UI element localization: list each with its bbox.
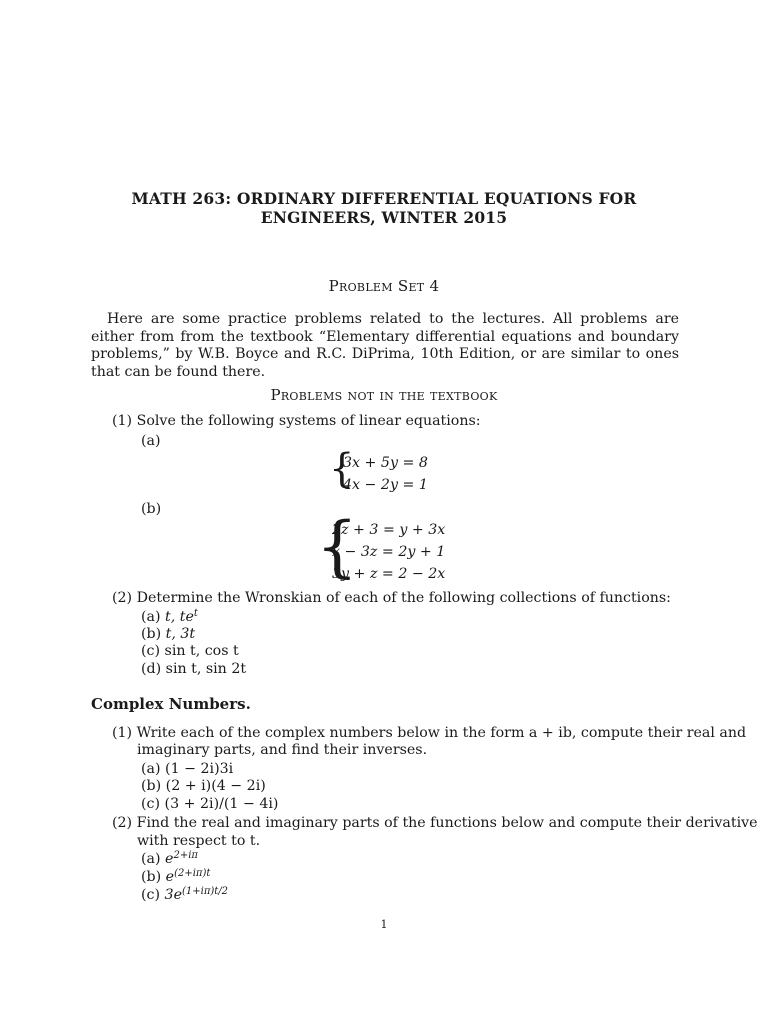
complex-2-text-line-1: Find the real and imaginary parts of the functions below and compute their derivative (136, 815, 758, 831)
problem-2c-label: (c) (141, 643, 161, 659)
complex-2-header (112, 815, 758, 832)
complex-1a-expr: (1 − 2i)3i (165, 761, 234, 777)
complex-1b-label: (b) (141, 778, 162, 794)
complex-1b (141, 778, 266, 795)
problem-2a-exponent: t (193, 608, 198, 619)
problem-1-header (112, 413, 481, 430)
complex-2-number: (2) (112, 815, 133, 831)
complex-2c-label: (c) (141, 887, 161, 903)
complex-1b-expr: (2 + i)(4 − 2i) (165, 778, 266, 794)
brace-system-a: { (329, 446, 355, 492)
problem-2c (141, 643, 239, 660)
complex-1a (141, 761, 233, 778)
complex-2c (141, 887, 228, 904)
problem-1a-label: (a) (141, 433, 161, 449)
system-b-eq-1: 2z + 3 = y + 3x (332, 522, 446, 538)
problem-2a-label: (a) (141, 609, 161, 625)
complex-2b-label: (b) (141, 869, 162, 885)
complex-2a-base: e (165, 851, 174, 867)
system-b-eq-3: 3y + z = 2 − 2x (332, 566, 446, 582)
system-a-eq-2: 4x − 2y = 1 (343, 477, 428, 493)
complex-2a-exponent: 2+iπ (173, 850, 198, 861)
complex-2a-label: (a) (141, 851, 161, 867)
problem-2b-expr: t, 3t (165, 626, 196, 642)
problem-set-subtitle: Problem Set 4 (328, 277, 440, 295)
title-line-1: MATH 263: ORDINARY DIFFERENTIAL EQUATIONS FOR (131, 189, 637, 208)
complex-2b-exponent: (2+iπ)t (174, 868, 211, 879)
problem-1-number: (1) (112, 413, 133, 429)
complex-1c-expr: (3 + 2i)/(1 − 4i) (164, 796, 279, 812)
complex-1-number: (1) (112, 725, 133, 741)
section-heading-complex-numbers: Complex Numbers. (91, 695, 251, 713)
complex-2b (141, 869, 210, 886)
problem-2-text: Determine the Wronskian of each of the following collections of functions: (136, 590, 671, 606)
complex-2c-base: 3e (164, 887, 182, 903)
problem-2-number: (2) (112, 590, 133, 606)
problem-2b-label: (b) (141, 626, 162, 642)
problem-2c-expr: sin t, cos t (164, 643, 239, 659)
problem-1b-label: (b) (141, 501, 162, 517)
problem-2b (141, 626, 195, 643)
problem-2a (141, 609, 198, 626)
problem-2d-label: (d) (141, 661, 162, 677)
page-number: 1 (380, 918, 388, 931)
complex-1c (141, 796, 278, 813)
complex-1-text-line-2: imaginary parts, and find their inverses. (137, 742, 428, 758)
complex-1-text-line-1: Write each of the complex numbers below in the form a + ib, compute their real and (136, 725, 747, 741)
complex-2c-exponent: (1+iπ)t/2 (181, 886, 229, 897)
document-title (0, 189, 768, 227)
problem-2a-expr: t, te (165, 609, 194, 625)
complex-1c-label: (c) (141, 796, 161, 812)
system-b-eq-2: x − 3z = 2y + 1 (332, 544, 446, 560)
problem-2d (141, 661, 246, 678)
complex-2-text-line-2: with respect to t. (137, 833, 261, 849)
problem-2d-expr: sin t, sin 2t (165, 661, 247, 677)
problem-1-text: Solve the following systems of linear equations: (136, 413, 481, 429)
intro-paragraph: Here are some practice problems related to the lectures. All problems are either from from the textbook “Elementary differential equations and boundary problems,” by W.B. Boyce and R.C. DiPrima, 10th Edition, or are similar to ones that can be found there. (91, 311, 679, 380)
complex-1a-label: (a) (141, 761, 161, 777)
complex-2a (141, 851, 198, 868)
complex-1-header (112, 725, 746, 742)
section-heading-not-in-textbook: Problems not in the textbook (270, 386, 498, 404)
system-a-eq-1: 3x + 5y = 8 (343, 455, 428, 471)
problem-2-header (112, 590, 671, 607)
title-line-2: ENGINEERS, WINTER 2015 (260, 208, 508, 227)
complex-2b-base: e (165, 869, 175, 885)
brace-system-b: { (316, 508, 358, 585)
